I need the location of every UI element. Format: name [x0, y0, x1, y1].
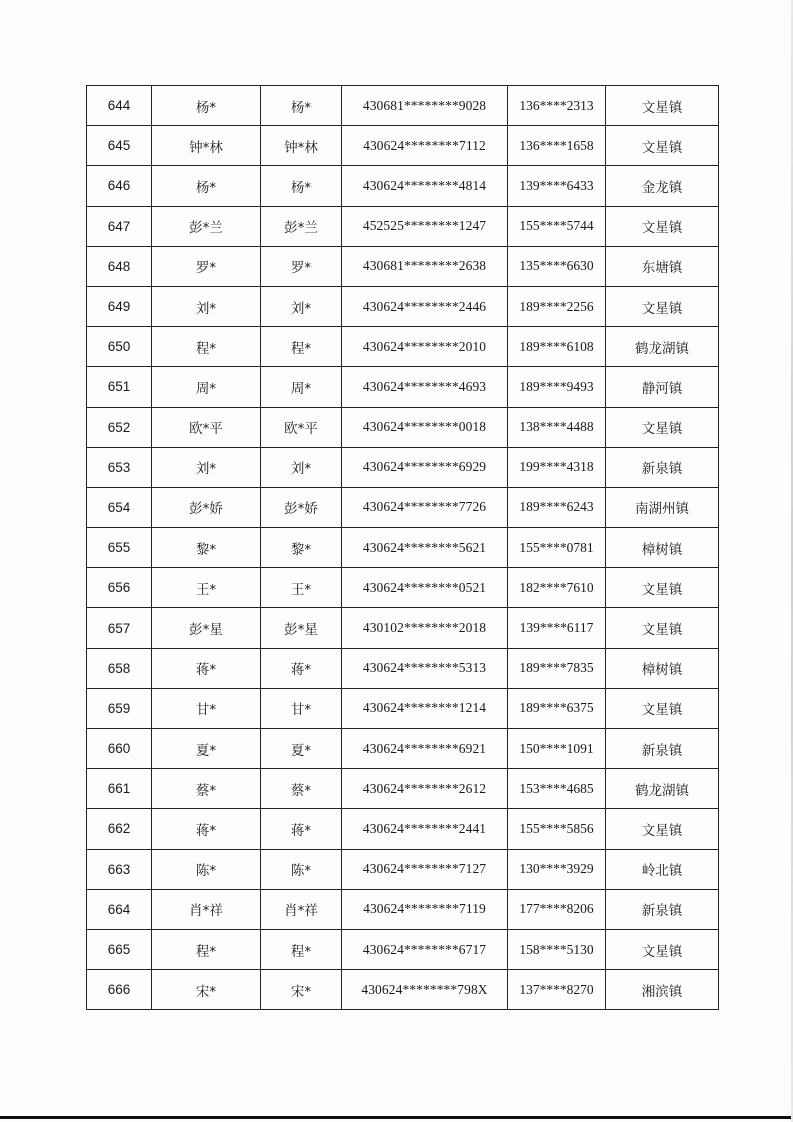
- phone-number-cell: 136****2313: [508, 86, 606, 126]
- name-repeat-cell: 蒋*: [261, 809, 342, 849]
- name-cell: 王*: [152, 568, 261, 608]
- id-number-cell: 430624********5313: [342, 648, 508, 688]
- name-repeat-cell: 彭*兰: [261, 206, 342, 246]
- table-row: [87, 970, 719, 1010]
- row-number-cell: 663: [87, 849, 152, 889]
- name-cell: 夏*: [152, 729, 261, 769]
- table-row: [87, 568, 719, 608]
- town-cell: 樟树镇: [606, 528, 719, 568]
- town-cell: 文星镇: [606, 809, 719, 849]
- town-cell: 文星镇: [606, 126, 719, 166]
- town-cell: 文星镇: [606, 407, 719, 447]
- name-repeat-cell: 肖*祥: [261, 889, 342, 929]
- phone-number-cell: 136****1658: [508, 126, 606, 166]
- row-number-cell: 654: [87, 487, 152, 527]
- table-row: [87, 327, 719, 367]
- phone-number-cell: 182****7610: [508, 568, 606, 608]
- table-row: [87, 849, 719, 889]
- row-number-cell: 652: [87, 407, 152, 447]
- name-cell: 钟*林: [152, 126, 261, 166]
- phone-number-cell: 158****5130: [508, 929, 606, 969]
- name-repeat-cell: 甘*: [261, 688, 342, 728]
- row-number-cell: 650: [87, 327, 152, 367]
- name-repeat-cell: 杨*: [261, 166, 342, 206]
- id-number-cell: 430681********9028: [342, 86, 508, 126]
- name-repeat-cell: 周*: [261, 367, 342, 407]
- table-row: [87, 487, 719, 527]
- town-cell: 鹤龙湖镇: [606, 327, 719, 367]
- table-row: [87, 769, 719, 809]
- row-number-cell: 660: [87, 729, 152, 769]
- name-cell: 肖*祥: [152, 889, 261, 929]
- table-row: [87, 206, 719, 246]
- id-number-cell: 430681********2638: [342, 246, 508, 286]
- table-row: [87, 246, 719, 286]
- table-row: [87, 889, 719, 929]
- table-row: [87, 608, 719, 648]
- id-number-cell: 430102********2018: [342, 608, 508, 648]
- name-cell: 蒋*: [152, 809, 261, 849]
- phone-number-cell: 155****0781: [508, 528, 606, 568]
- table-row: [87, 407, 719, 447]
- name-cell: 程*: [152, 929, 261, 969]
- name-cell: 甘*: [152, 688, 261, 728]
- row-number-cell: 653: [87, 447, 152, 487]
- name-cell: 彭*星: [152, 608, 261, 648]
- row-number-cell: 651: [87, 367, 152, 407]
- town-cell: 文星镇: [606, 86, 719, 126]
- name-cell: 杨*: [152, 166, 261, 206]
- town-cell: 新泉镇: [606, 447, 719, 487]
- id-number-cell: 430624********2612: [342, 769, 508, 809]
- phone-number-cell: 189****2256: [508, 286, 606, 326]
- table-row: [87, 929, 719, 969]
- name-cell: 刘*: [152, 447, 261, 487]
- id-number-cell: 430624********4814: [342, 166, 508, 206]
- name-repeat-cell: 黎*: [261, 528, 342, 568]
- name-cell: 杨*: [152, 86, 261, 126]
- town-cell: 文星镇: [606, 608, 719, 648]
- name-repeat-cell: 陈*: [261, 849, 342, 889]
- row-number-cell: 655: [87, 528, 152, 568]
- town-cell: 新泉镇: [606, 729, 719, 769]
- id-number-cell: 430624********7112: [342, 126, 508, 166]
- town-cell: 湘滨镇: [606, 970, 719, 1010]
- name-repeat-cell: 罗*: [261, 246, 342, 286]
- table-row: [87, 367, 719, 407]
- phone-number-cell: 189****6108: [508, 327, 606, 367]
- phone-number-cell: 139****6117: [508, 608, 606, 648]
- phone-number-cell: 189****6243: [508, 487, 606, 527]
- row-number-cell: 666: [87, 970, 152, 1010]
- name-repeat-cell: 杨*: [261, 86, 342, 126]
- name-repeat-cell: 刘*: [261, 286, 342, 326]
- id-number-cell: 430624********1214: [342, 688, 508, 728]
- table-row: [87, 528, 719, 568]
- id-number-cell: 430624********6717: [342, 929, 508, 969]
- name-repeat-cell: 蔡*: [261, 769, 342, 809]
- phone-number-cell: 153****4685: [508, 769, 606, 809]
- phone-number-cell: 155****5856: [508, 809, 606, 849]
- phone-number-cell: 137****8270: [508, 970, 606, 1010]
- row-number-cell: 658: [87, 648, 152, 688]
- name-cell: 欧*平: [152, 407, 261, 447]
- phone-number-cell: 139****6433: [508, 166, 606, 206]
- table-row: [87, 166, 719, 206]
- name-cell: 彭*娇: [152, 487, 261, 527]
- id-number-cell: 430624********5621: [342, 528, 508, 568]
- phone-number-cell: 199****4318: [508, 447, 606, 487]
- row-number-cell: 664: [87, 889, 152, 929]
- id-number-cell: 430624********7726: [342, 487, 508, 527]
- name-cell: 程*: [152, 327, 261, 367]
- town-cell: 金龙镇: [606, 166, 719, 206]
- phone-number-cell: 138****4488: [508, 407, 606, 447]
- id-number-cell: 430624********2441: [342, 809, 508, 849]
- table-row: [87, 86, 719, 126]
- name-cell: 罗*: [152, 246, 261, 286]
- town-cell: 文星镇: [606, 206, 719, 246]
- table-row: [87, 729, 719, 769]
- row-number-cell: 646: [87, 166, 152, 206]
- table-row: [87, 286, 719, 326]
- town-cell: 鹤龙湖镇: [606, 769, 719, 809]
- town-cell: 文星镇: [606, 286, 719, 326]
- name-cell: 陈*: [152, 849, 261, 889]
- phone-number-cell: 150****1091: [508, 729, 606, 769]
- id-number-cell: 430624********7119: [342, 889, 508, 929]
- id-number-cell: 430624********6921: [342, 729, 508, 769]
- row-number-cell: 645: [87, 126, 152, 166]
- table-row: [87, 648, 719, 688]
- name-cell: 周*: [152, 367, 261, 407]
- name-cell: 蒋*: [152, 648, 261, 688]
- name-repeat-cell: 夏*: [261, 729, 342, 769]
- name-repeat-cell: 欧*平: [261, 407, 342, 447]
- phone-number-cell: 189****6375: [508, 688, 606, 728]
- table-row: [87, 126, 719, 166]
- row-number-cell: 661: [87, 769, 152, 809]
- row-number-cell: 647: [87, 206, 152, 246]
- id-number-cell: 430624********2446: [342, 286, 508, 326]
- name-cell: 宋*: [152, 970, 261, 1010]
- phone-number-cell: 189****9493: [508, 367, 606, 407]
- name-repeat-cell: 蒋*: [261, 648, 342, 688]
- name-cell: 彭*兰: [152, 206, 261, 246]
- row-number-cell: 659: [87, 688, 152, 728]
- row-number-cell: 665: [87, 929, 152, 969]
- phone-number-cell: 155****5744: [508, 206, 606, 246]
- id-number-cell: 430624********0521: [342, 568, 508, 608]
- name-repeat-cell: 彭*星: [261, 608, 342, 648]
- town-cell: 新泉镇: [606, 889, 719, 929]
- name-repeat-cell: 钟*林: [261, 126, 342, 166]
- name-repeat-cell: 彭*娇: [261, 487, 342, 527]
- bottom-rule-divider: [0, 1116, 793, 1119]
- table-row: [87, 447, 719, 487]
- roster-table-body: [87, 86, 719, 1010]
- name-cell: 刘*: [152, 286, 261, 326]
- town-cell: 文星镇: [606, 568, 719, 608]
- row-number-cell: 649: [87, 286, 152, 326]
- phone-number-cell: 189****7835: [508, 648, 606, 688]
- name-cell: 蔡*: [152, 769, 261, 809]
- row-number-cell: 648: [87, 246, 152, 286]
- id-number-cell: 430624********6929: [342, 447, 508, 487]
- roster-table: [86, 85, 719, 1010]
- id-number-cell: 452525********1247: [342, 206, 508, 246]
- id-number-cell: 430624********2010: [342, 327, 508, 367]
- name-repeat-cell: 刘*: [261, 447, 342, 487]
- row-number-cell: 656: [87, 568, 152, 608]
- town-cell: 文星镇: [606, 688, 719, 728]
- town-cell: 南湖州镇: [606, 487, 719, 527]
- town-cell: 文星镇: [606, 929, 719, 969]
- name-repeat-cell: 王*: [261, 568, 342, 608]
- table-row: [87, 809, 719, 849]
- row-number-cell: 657: [87, 608, 152, 648]
- town-cell: 静河镇: [606, 367, 719, 407]
- phone-number-cell: 135****6630: [508, 246, 606, 286]
- name-cell: 黎*: [152, 528, 261, 568]
- town-cell: 樟树镇: [606, 648, 719, 688]
- id-number-cell: 430624********4693: [342, 367, 508, 407]
- row-number-cell: 644: [87, 86, 152, 126]
- name-repeat-cell: 程*: [261, 327, 342, 367]
- phone-number-cell: 177****8206: [508, 889, 606, 929]
- name-repeat-cell: 宋*: [261, 970, 342, 1010]
- id-number-cell: 430624********0018: [342, 407, 508, 447]
- name-repeat-cell: 程*: [261, 929, 342, 969]
- phone-number-cell: 130****3929: [508, 849, 606, 889]
- id-number-cell: 430624********798X: [342, 970, 508, 1010]
- town-cell: 岭北镇: [606, 849, 719, 889]
- row-number-cell: 662: [87, 809, 152, 849]
- town-cell: 东塘镇: [606, 246, 719, 286]
- id-number-cell: 430624********7127: [342, 849, 508, 889]
- table-row: [87, 688, 719, 728]
